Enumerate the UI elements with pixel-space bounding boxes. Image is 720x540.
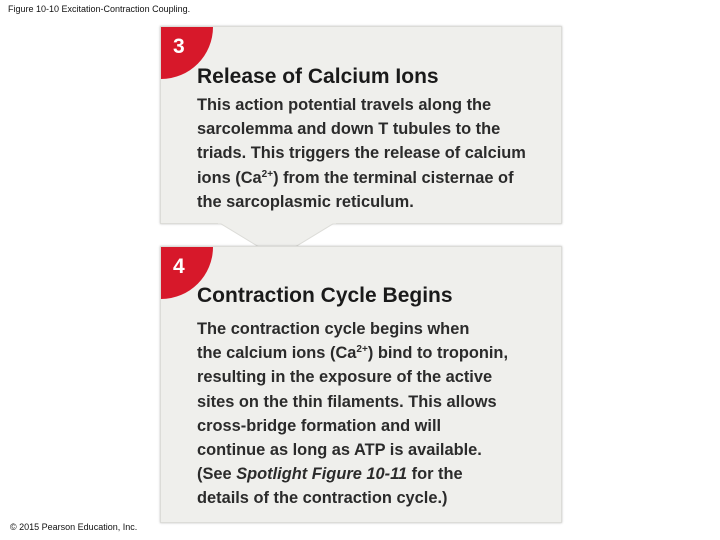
body-line: continue as long as ATP is available.	[197, 441, 482, 460]
body-line: This action potential travels along the	[197, 96, 492, 114]
figure-title: Figure 10-10 Excitation-Contraction Coupling.	[8, 4, 191, 14]
superscript: 2+	[356, 344, 368, 356]
text-segment: for the	[407, 465, 463, 484]
text-segment: ions (Ca	[197, 168, 262, 187]
body-line: cross-bridge formation and will	[197, 416, 442, 435]
text-segment: ) from the terminal cisternae of	[273, 168, 514, 187]
panel-body	[197, 93, 526, 214]
body-line: The contraction cycle begins when	[197, 320, 470, 338]
step-number: 3	[173, 35, 185, 58]
step-4-panel	[160, 246, 562, 523]
panel-body	[197, 317, 508, 511]
superscript: 2+	[261, 168, 274, 180]
text-segment: the calcium ions (Ca	[197, 344, 357, 363]
body-line: sites on the thin filaments. This allows	[197, 392, 497, 411]
body-line	[197, 462, 508, 486]
step-3-panel	[160, 26, 562, 224]
panel-heading: Contraction Cycle Begins	[197, 284, 453, 307]
body-line: the sarcoplasmic reticulum.	[197, 192, 414, 211]
body-line: resulting in the exposure of the active	[197, 368, 493, 387]
italic-reference: Spotlight Figure 10-11	[236, 465, 408, 484]
body-line: sarcolemma and down T tubules to the	[197, 120, 501, 139]
body-line	[197, 341, 508, 365]
body-line	[197, 166, 526, 190]
body-line: triads. This triggers the release of calcium	[197, 144, 526, 163]
text-segment: (See	[197, 465, 237, 484]
step-number: 4	[173, 255, 185, 278]
copyright-notice: © 2015 Pearson Education, Inc.	[10, 522, 138, 532]
text-segment: ) bind to troponin,	[367, 344, 508, 363]
panel-heading: Release of Calcium Ions	[197, 65, 439, 88]
body-line: details of the contraction cycle.)	[197, 489, 448, 508]
